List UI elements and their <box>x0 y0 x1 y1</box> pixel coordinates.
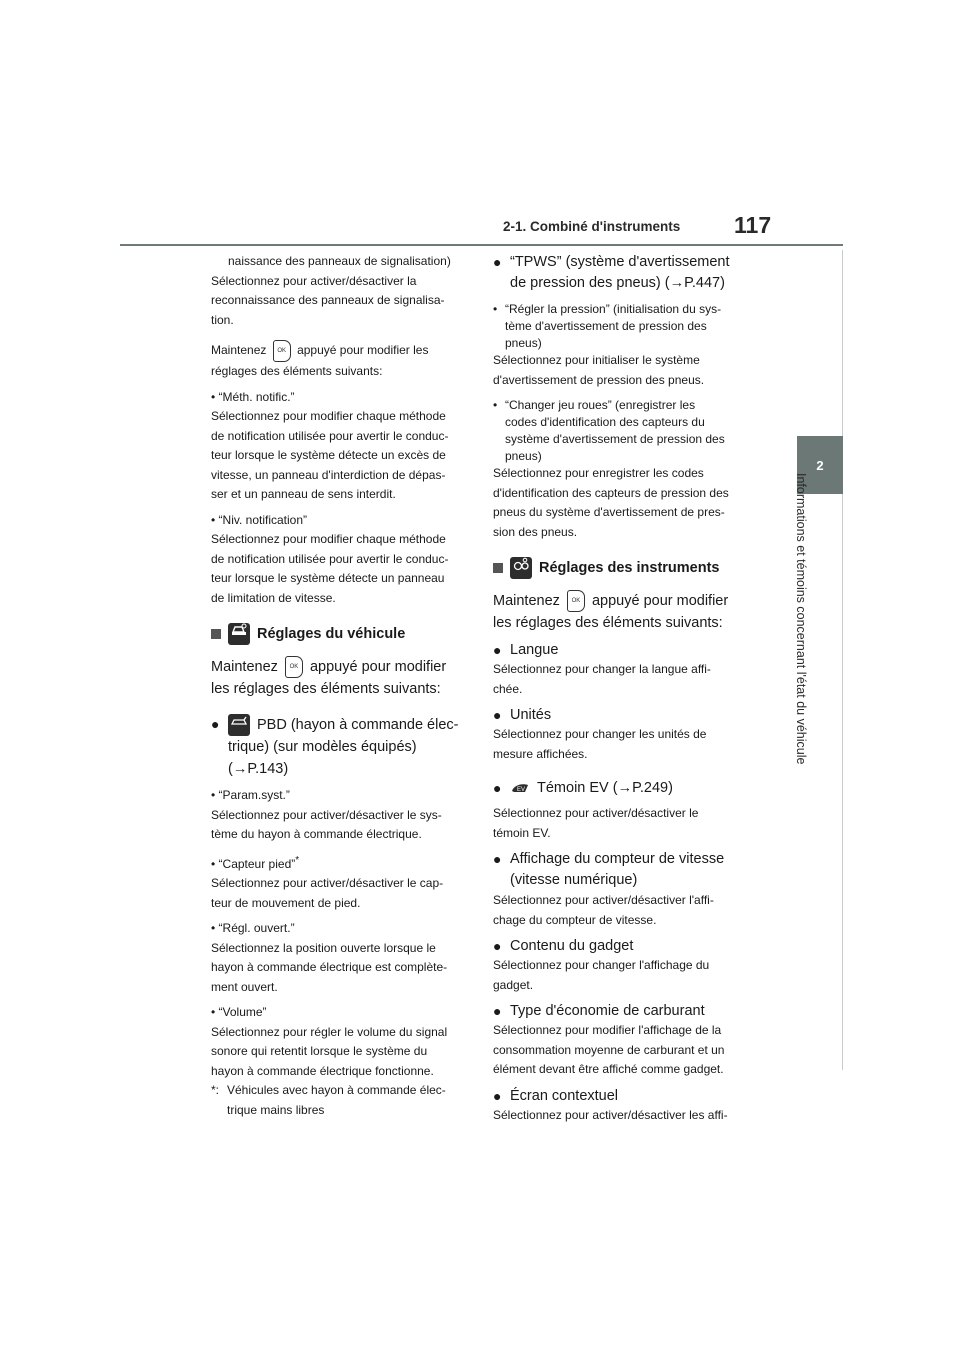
ok-button-icon: OK <box>285 656 303 678</box>
header-rule <box>120 244 843 246</box>
bullet-unites <box>493 705 753 725</box>
paragraph: reconnaissance des panneaux de signalisa- <box>211 293 445 307</box>
list-item <box>493 336 753 351</box>
paragraph: Sélectionnez pour changer les unités de <box>493 727 707 742</box>
paragraph: de limitation de vitesse. <box>211 590 336 605</box>
regler-line-1: “Régler la pression” (initialisation du sys- <box>505 302 722 316</box>
bullet-ev <box>493 778 753 798</box>
pbd-line-3: (→P.143) <box>228 761 289 778</box>
section-heading-text: Réglages des instruments <box>539 560 720 576</box>
section-heading-text: Réglages du véhicule <box>257 626 406 642</box>
regler-line-2: tème d'avertissement de pression des <box>505 319 707 333</box>
tpws-line-1: “TPWS” (système d'avertissement <box>510 254 730 270</box>
bullet-dot-icon: ● <box>493 851 502 868</box>
footnote-text-2: trique mains libres <box>227 1102 325 1117</box>
gauge-settings-icon <box>510 557 532 579</box>
paragraph: témoin EV. <box>493 825 551 840</box>
bullet-title: Affichage du compteur de vitesse <box>510 851 725 868</box>
paragraph: chage du compteur de vitesse. <box>493 912 657 927</box>
list-item: • “Régler la pression” (initialisation du sys- <box>493 302 722 316</box>
paragraph: Sélectionnez pour activer/désactiver le <box>493 806 699 821</box>
list-item-title <box>211 851 469 875</box>
pbd-line-1: PBD (hayon à commande élec- <box>257 717 459 733</box>
paragraph: sonore qui retentit lorsque le système du <box>211 1044 428 1059</box>
ev-icon <box>510 782 530 794</box>
list-item <box>493 449 753 464</box>
paragraph: teur lorsque le système détecte un panneau <box>211 571 445 585</box>
bullet-dot-icon: ● <box>493 254 502 270</box>
bullet-langue <box>493 640 753 660</box>
page-number: 117 <box>734 212 772 238</box>
paragraph: Sélectionnez pour activer/désactiver la <box>211 273 417 288</box>
list-item-title: • “Volume” <box>211 1005 267 1020</box>
paragraph: teur lorsque le système détecte un excès de <box>211 448 446 462</box>
car-settings-icon <box>228 623 250 645</box>
bullet-eco <box>493 1001 753 1021</box>
bullet-dot-icon: ● <box>493 780 502 797</box>
footnote-marker: * <box>295 854 300 866</box>
paragraph: Sélectionnez pour enregistrer les codes <box>493 466 704 480</box>
changer-line-2: codes d'identification des capteurs du <box>505 415 705 429</box>
chapter-tab-number: 2 <box>816 457 824 473</box>
hold-text-a: Maintenez <box>211 343 267 358</box>
footnote-mark: *: <box>211 1083 220 1098</box>
paragraph: chée. <box>493 681 523 696</box>
hold-text-b: appuyé pour modifier les <box>297 343 429 358</box>
paragraph: mesure affichées. <box>493 746 588 761</box>
paragraph: réglages des éléments suivants: <box>211 364 383 378</box>
bullet-title-line-2: (vitesse numérique) <box>510 872 638 889</box>
paragraph: de notification utilisée pour avertir le conduc- <box>211 551 449 566</box>
paragraph: d'avertissement de pression des pneus. <box>493 372 705 387</box>
paragraph: pneus du système d'avertissement de pres- <box>493 505 725 519</box>
list-item <box>493 432 753 447</box>
paragraph: vitesse, un panneau d'interdiction de dépas- <box>211 467 446 482</box>
bullet-title: Contenu du gadget <box>510 938 634 955</box>
hold-instruction <box>211 656 469 678</box>
bullet-popup <box>493 1086 753 1106</box>
paragraph: naissance des panneaux de signalisation) <box>228 254 451 268</box>
footnote <box>211 1081 469 1101</box>
paragraph: de notification utilisée pour avertir le conduc- <box>211 428 449 443</box>
list-item <box>493 319 753 334</box>
hold-text-a: Maintenez <box>493 593 560 609</box>
hold-text-b: appuyé pour modifier <box>591 593 729 609</box>
changer-line-1: “Changer jeu roues” (enregistrer les <box>505 398 696 412</box>
svg-text:EV: EV <box>517 787 526 794</box>
side-rule <box>842 250 843 1070</box>
paragraph: gadget. <box>493 977 534 992</box>
paragraph: Sélectionnez pour activer/désactiver le cap- <box>211 876 444 891</box>
list-item-title: • “Param.syst.” <box>211 788 290 803</box>
paragraph: Sélectionnez pour initialiser le système <box>493 353 700 367</box>
paragraph: Sélectionnez pour modifier chaque méthode <box>211 532 446 546</box>
list-item-title: • “Régl. ouvert.” <box>211 921 295 936</box>
paragraph: sion des pneus. <box>493 524 578 539</box>
capteur-title-text: • “Capteur pied” <box>211 856 296 871</box>
chapter-side-label <box>792 473 808 788</box>
paragraph: Sélectionnez pour changer l'affichage du <box>493 958 710 973</box>
paragraph: les réglages des éléments suivants: <box>211 681 441 698</box>
chapter-side-label-text: Informations et témoins concernant l'état du véhicule <box>794 473 808 765</box>
pbd-line-2: trique) (sur modèles équipés) <box>228 739 417 756</box>
paragraph: les réglages des éléments suivants: <box>493 615 723 632</box>
bullet-tpws <box>493 252 753 272</box>
bullet-gadget <box>493 936 753 956</box>
paragraph: Sélectionnez pour régler le volume du signal <box>211 1024 448 1039</box>
paragraph: hayon à commande électrique est complète- <box>211 960 448 975</box>
list-item: • “Changer jeu roues” (enregistrer les <box>493 398 696 412</box>
list-item <box>493 415 753 430</box>
list-item-title: • “Méth. notific.” <box>211 389 295 404</box>
paragraph: tion. <box>211 312 234 327</box>
bullet-title: Témoin EV (→P.249) <box>537 780 673 797</box>
paragraph: Sélectionnez pour activer/désactiver le sys- <box>211 807 442 822</box>
bullet-title: Écran contextuel <box>510 1087 619 1104</box>
paragraph: ser et un panneau de sens interdit. <box>211 487 396 501</box>
hold-text-b: appuyé pour modifier <box>309 659 447 675</box>
hold-instruction <box>211 340 469 362</box>
bullet-dot-icon: ● <box>493 707 502 724</box>
footnote-text-1: Véhicules avec hayon à commande élec- <box>227 1083 446 1098</box>
bullet-title: Langue <box>510 642 559 659</box>
chapter-title: 2-1. Combiné d'instruments <box>503 219 681 234</box>
ok-button-icon: OK <box>567 590 585 612</box>
bullet-title: Unités <box>510 707 552 724</box>
regler-line-3: pneus) <box>505 336 542 350</box>
left-column <box>211 252 469 1120</box>
paragraph: élément devant être affiché comme gadget. <box>493 1062 724 1077</box>
paragraph: teur de mouvement de pied. <box>211 895 361 910</box>
bullet-pbd <box>211 714 469 736</box>
paragraph: Sélectionnez pour modifier l'affichage de la <box>493 1023 722 1038</box>
changer-line-3: système d'avertissement de pression des <box>505 432 725 446</box>
paragraph: tème du hayon à commande électrique. <box>211 827 422 842</box>
bullet-title: Type d'économie de carburant <box>510 1003 705 1020</box>
paragraph: Sélectionnez pour activer/désactiver l'affi- <box>493 893 714 908</box>
tailgate-icon <box>228 714 250 736</box>
paragraph: Sélectionnez pour modifier chaque méthode <box>211 409 446 423</box>
bullet-dot-icon: ● <box>493 938 502 955</box>
paragraph: Sélectionnez la position ouverte lorsque le <box>211 940 436 955</box>
square-bullet-icon <box>211 629 221 639</box>
ok-button-icon: OK <box>273 340 291 362</box>
bullet-speed <box>493 849 753 869</box>
paragraph: Sélectionnez pour activer/désactiver les affi- <box>493 1107 728 1122</box>
section-heading-vehicle <box>211 622 469 646</box>
paragraph: d'identification des capteurs de pression des <box>493 485 729 500</box>
bullet-dot-icon: ● <box>493 642 502 659</box>
hold-instruction <box>493 590 753 612</box>
paragraph: Sélectionnez pour changer la langue affi- <box>493 662 711 677</box>
square-bullet-icon <box>493 563 503 573</box>
hold-text-a: Maintenez <box>211 659 278 675</box>
list-item-title: • “Niv. notification” <box>211 512 308 527</box>
paragraph: ment ouvert. <box>211 979 278 994</box>
bullet-dot-icon: ● <box>493 1087 502 1104</box>
bullet-dot-icon: ● <box>211 716 220 733</box>
right-column <box>493 252 753 1125</box>
changer-line-4: pneus) <box>505 449 542 463</box>
bullet-dot-icon: ● <box>493 1003 502 1020</box>
paragraph: hayon à commande électrique fonctionne. <box>211 1063 434 1078</box>
section-heading-instruments <box>493 556 753 580</box>
paragraph: consommation moyenne de carburant et un <box>493 1042 725 1057</box>
tpws-line-2: de pression des pneus) (→P.447) <box>510 275 725 291</box>
